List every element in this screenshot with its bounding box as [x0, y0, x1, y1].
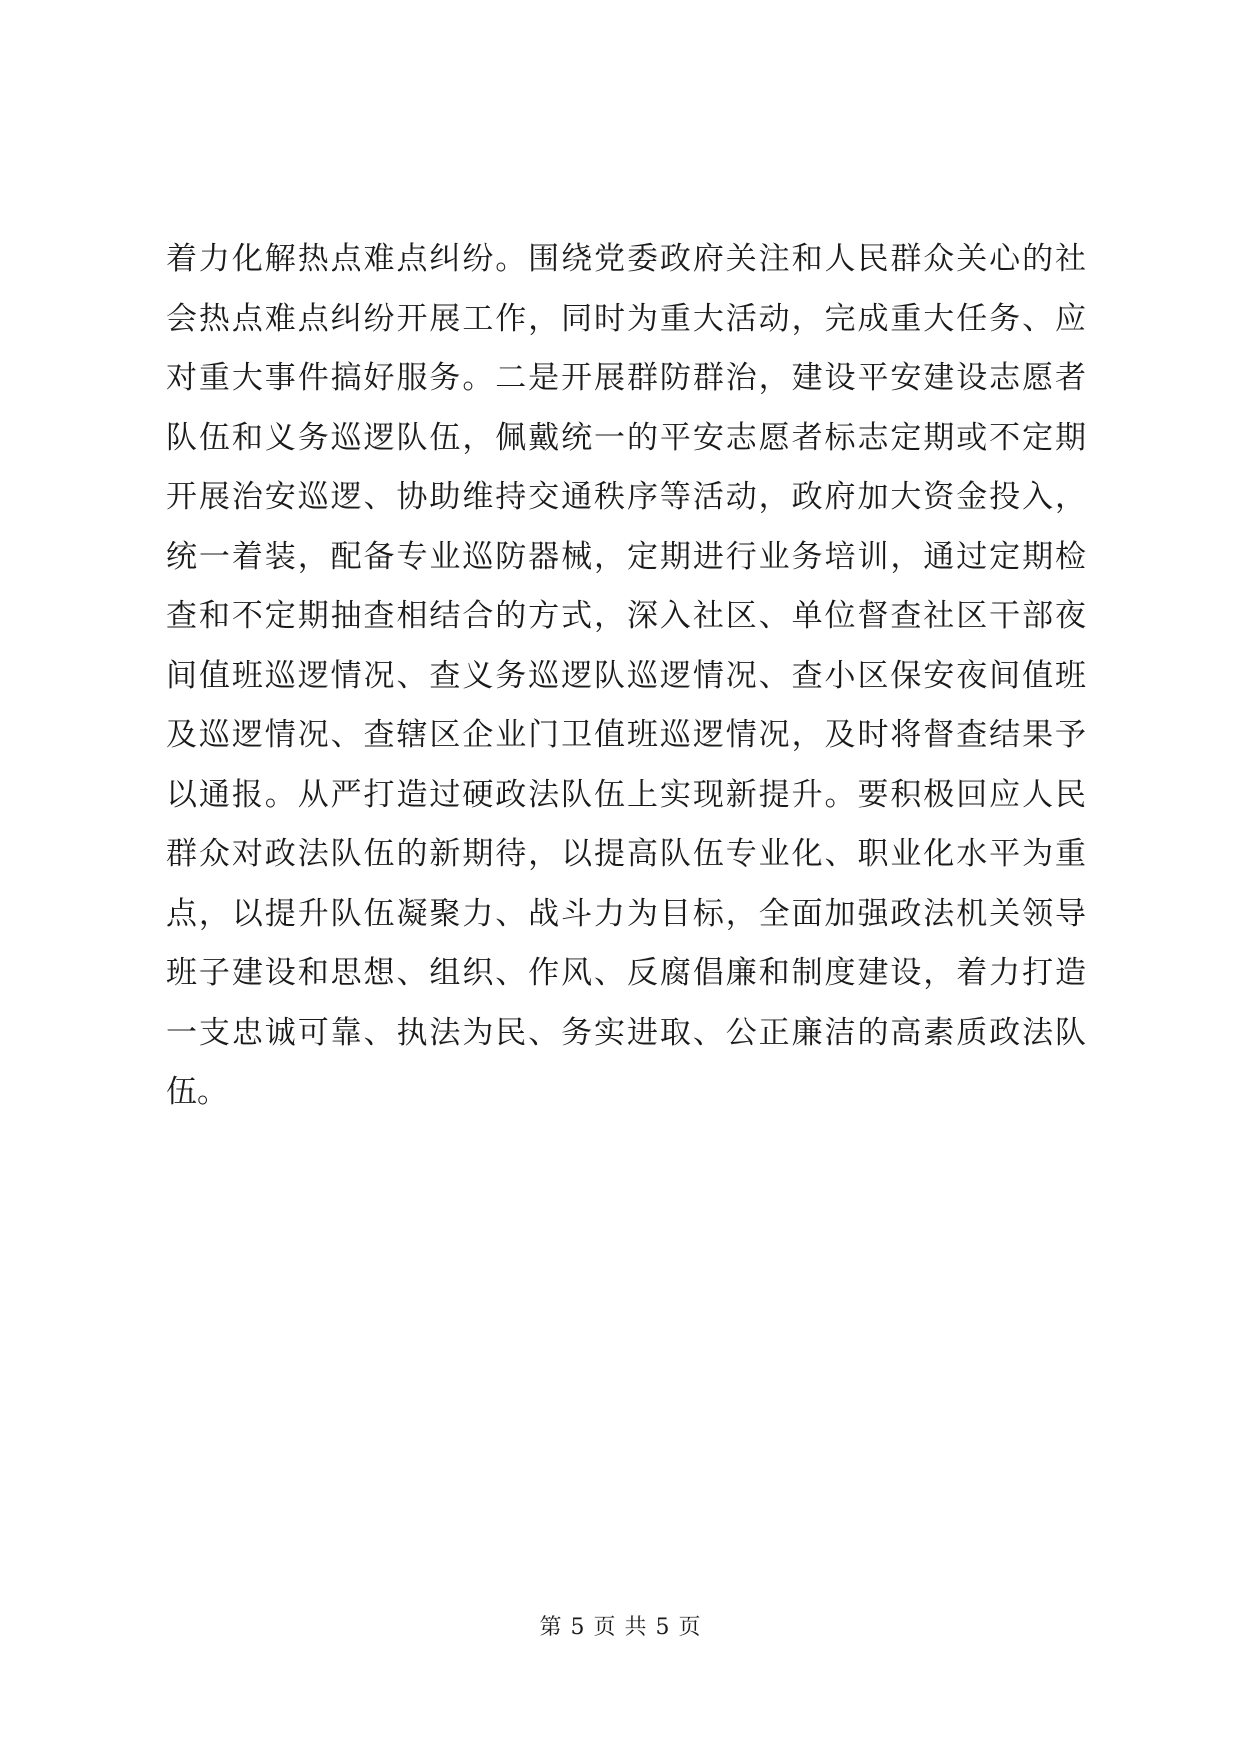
text-line-4: 队伍和义务巡逻队伍，佩戴统一的平安志愿者标志定期或不定期 — [166, 419, 1086, 456]
body-paragraph — [166, 230, 1086, 1123]
text-line-15: 伍。 — [166, 1074, 228, 1110]
text-line-3: 对重大事件搞好服务。二是开展群防群治，建设平安建设志愿者 — [166, 360, 1086, 396]
text-line-9: 及巡逻情况、查辖区企业门卫值班巡逻情况，及时将督查结果予 — [166, 717, 1086, 753]
text-line-2: 会热点难点纠纷开展工作，同时为重大活动，完成重大任务、应 — [166, 300, 1086, 337]
text-line-1: 着力化解热点难点纠纷。围绕党委政府关注和人民群众关心的社 — [166, 241, 1086, 277]
text-line-11: 群众对政法队伍的新期待，以提高队伍专业化、职业化水平为重 — [166, 836, 1086, 872]
text-line-5: 开展治安巡逻、协助维持交通秩序等活动，政府加大资金投入， — [166, 479, 1086, 515]
text-line-8: 间值班巡逻情况、查义务巡逻队巡逻情况、查小区保安夜间值班 — [166, 657, 1086, 694]
page-number-footer: 第 5 页 共 5 页 — [539, 1615, 702, 1640]
text-line-13: 班子建设和思想、组织、作风、反腐倡廉和制度建设，着力打造 — [166, 955, 1086, 991]
text-line-7: 查和不定期抽查相结合的方式，深入社区、单位督查社区干部夜 — [166, 598, 1086, 634]
text-line-12: 点，以提升队伍凝聚力、战斗力为目标，全面加强政法机关领导 — [166, 895, 1086, 932]
text-line-10: 以通报。从严打造过硬政法队伍上实现新提升。要积极回应人民 — [166, 776, 1086, 813]
text-line-14: 一支忠诚可靠、执法为民、务实进取、公正廉洁的高素质政法队 — [166, 1014, 1086, 1051]
text-line-6: 统一着装，配备专业巡防器械，定期进行业务培训，通过定期检 — [166, 538, 1086, 575]
